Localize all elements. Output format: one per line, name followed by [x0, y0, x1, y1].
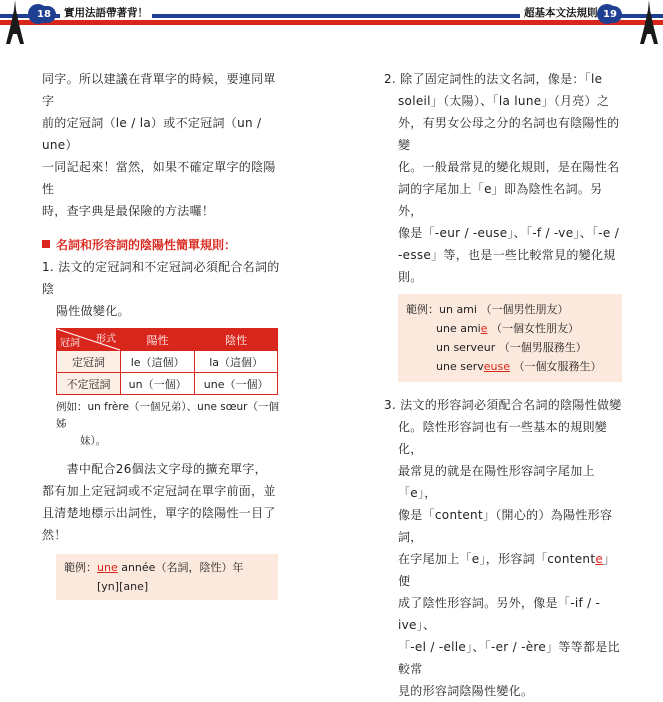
rule-3-line: 成了陰性形容詞。另外，像是「-if / -ive」、 — [398, 596, 601, 632]
example-prefix: 範例： — [406, 303, 439, 316]
table-header-row — [57, 329, 278, 351]
corner-top-label: 形式 — [96, 334, 116, 345]
paragraph-line: 且清楚地標示出詞性，單字的陰陽性一目了 — [42, 506, 276, 520]
example-suffix: e — [480, 322, 488, 335]
right-page — [384, 68, 624, 702]
example-gloss: （一個女性朋友） — [491, 322, 580, 335]
example-word: un serveur — [436, 341, 496, 354]
example-gloss: （一個女服務生） — [513, 360, 602, 373]
example-suffix: euse — [483, 360, 510, 373]
example-prefix: 範例： — [64, 561, 97, 574]
example-article: une — [97, 561, 118, 574]
left-page — [42, 68, 282, 600]
section-heading — [42, 234, 282, 256]
table-row — [57, 351, 278, 373]
rule-2-line: 2. 除了固定詞性的法文名詞，像是：「le — [384, 72, 603, 86]
page-header — [0, 0, 663, 36]
square-bullet-icon — [42, 240, 50, 248]
example-line — [406, 338, 614, 357]
table-cell: le（這個） — [121, 351, 195, 373]
intro-line: 時，查字典是最保險的方法囉！ — [42, 204, 215, 218]
example-word: un ami — [439, 303, 477, 316]
paragraph-line: 都有加上定冠詞或不定冠詞在單字前面，並 — [42, 484, 276, 498]
row-label: 不定冠詞 — [57, 373, 121, 395]
example-box — [398, 294, 622, 382]
table-cell: un（一個） — [121, 373, 195, 395]
example-word: année（名詞，陰性）年 — [121, 561, 244, 574]
section-heading-text: 名詞和形容詞的陰陽性簡單規則： — [56, 238, 237, 252]
example-stem: une serv — [436, 360, 484, 373]
table-cell: une（一個） — [195, 373, 278, 395]
example-line — [64, 558, 270, 577]
table-example-line: 例如：un frère（一個兄弟）、une sœur（一個姊 — [56, 401, 279, 430]
example-stem: une ami — [436, 322, 481, 335]
paragraph-line: 書中配合26個法文字母的擴充單字， — [42, 462, 267, 476]
table-example — [56, 399, 282, 450]
intro-line: 同字。所以建議在背單字的時候，要連同單字 — [42, 72, 276, 108]
row-label: 定冠詞 — [57, 351, 121, 373]
red-stripe — [0, 20, 663, 25]
corner-bottom-label: 冠詞 — [60, 338, 80, 349]
rule-3-line: 「-el / -elle」、「-er / -ère」等等都是比較常 — [398, 640, 620, 676]
table-example-line: 妹）。 — [80, 435, 107, 447]
paragraph-line: 然！ — [42, 528, 67, 542]
rule-2-line: 化。一般最常見的變化規則，是在陽性名 — [398, 160, 620, 174]
rule-3-line: 像是「content」（開心的）為陽性形容詞， — [398, 508, 613, 544]
rule-3-line — [384, 548, 624, 592]
rule-3 — [384, 394, 624, 702]
rule-2-line: 外，有男女公母之分的名詞也有陰陽性的變 — [398, 116, 620, 152]
rule-2-line: 詞的字尾加上「e」即為陰性名詞。另外， — [398, 182, 603, 218]
intro-line: 前的定冠詞（le / la）或不定冠詞（un / une） — [42, 116, 262, 152]
rule-3-text: 在字尾加上「e」，形容詞「content — [398, 552, 596, 566]
example-box — [56, 554, 278, 600]
table-row — [57, 373, 278, 395]
left-page-number: 18 — [32, 6, 56, 23]
rule-3-red-e: e — [595, 552, 604, 566]
rule-1-line: 1. 法文的定冠詞和不定冠詞必須配合名詞的陰 — [42, 260, 280, 296]
rule-1-line: 陽性做變化。 — [56, 304, 130, 318]
col-header-masculine: 陽性 — [121, 329, 195, 351]
rule-2-line: soleil」（太陽）、「la lune」（月亮）之 — [398, 94, 610, 108]
eiffel-tower-icon — [2, 0, 28, 44]
intro-line: 一同記起來！當然，如果不確定單字的陰陽性 — [42, 160, 276, 196]
example-line — [406, 300, 614, 319]
rule-2-line: -esse」等，也是一些比較常見的變化規則。 — [398, 248, 616, 284]
rule-3-line: 化。陰性形容詞也有一些基本的規則變化， — [398, 420, 608, 456]
right-page-number: 19 — [598, 6, 622, 23]
rule-3-line: 見的形容詞陰陽性變化。 — [398, 684, 534, 698]
example-phonetic: [yn][ane] — [97, 580, 149, 593]
col-header-feminine: 陰性 — [195, 329, 278, 351]
right-running-title: 超基本文法規則 — [520, 6, 602, 20]
rule-3-text: 」便 — [398, 552, 616, 588]
eiffel-tower-icon — [636, 0, 662, 44]
rule-2-line: 像是「-eur / -euse」、「-f / -ve」、「-e / — [398, 226, 620, 240]
example-gloss: （一個男服務生） — [498, 341, 587, 354]
paragraph — [42, 458, 282, 546]
rule-3-line: 最常見的就是在陽性形容詞字尾加上「e」， — [398, 464, 595, 500]
example-gloss: （一個男性朋友） — [480, 303, 569, 316]
table-corner-cell — [57, 329, 121, 351]
rule-3-line: 3. 法文的形容詞必須配合名詞的陰陽性做變 — [384, 398, 622, 412]
example-line — [406, 319, 614, 338]
article-gender-table — [56, 328, 278, 395]
left-running-title: 實用法語帶著背！ — [60, 6, 152, 20]
table-cell: la（這個） — [195, 351, 278, 373]
example-line — [406, 357, 614, 376]
